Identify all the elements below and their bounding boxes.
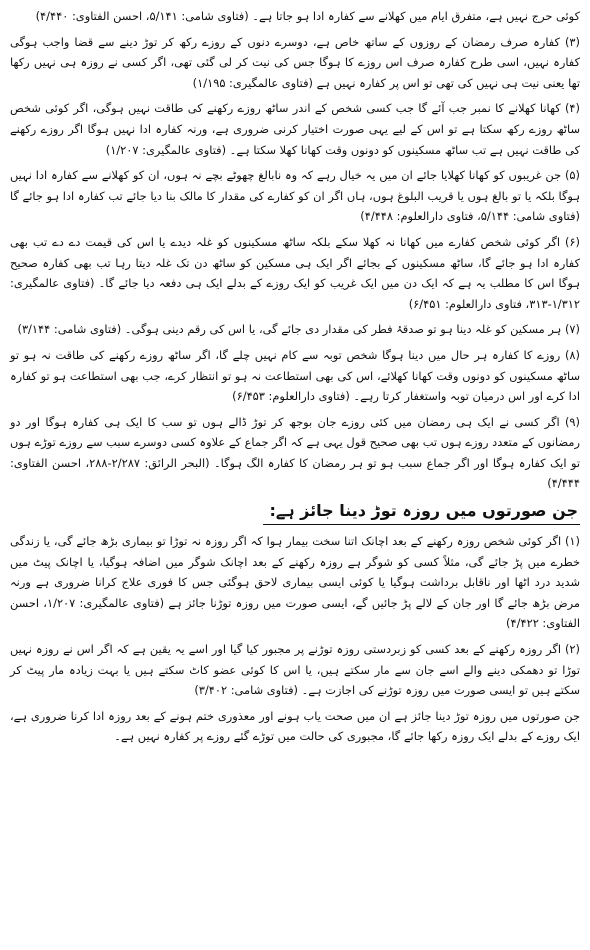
paragraph-point-3: (۳) کفارہ صرف رمضان کے روزوں کے ساتھ خاص ہے، دوسرے دنوں کے روزے رکھ کر توڑ دینے سے قضا واجب ہوگی کفارہ نہیں، اسی طرح کفارہ صرف اس روزے کا ہوگا جس کی نیت کر لی گئی تھی، اگر کسی نے روزہ ہی نہیں رکھا تھا یعنی نیت ہی نہیں کی تھی تو اس پر کفارہ نہیں ہے (فتاوی عالمگیری: ۱/۱۹۵) [10,34,580,90]
paragraph-point-5: (۵) جن غریبوں کو کھانا کھلایا جائے ان میں یہ خیال رہے کہ وہ نابالغ چھوٹے بچے نہ ہوں، ان کو کھلانے سے کفارہ ادا نہیں ہوگا بلکہ یا تو بالغ ہوں یا قریب البلوغ ہوں، ہاں اگر ان کو کفارے کی مقدار کا مالک بنا دیا جائے تب کفارہ ادا ہو جائے گا (فتاوی شامی: ۵/۱۴۴، فتاوی دارالعلوم: ۴/۴۴۸) [10,168,580,224]
paragraph-point-9: (۹) اگر کسی نے ایک ہی رمضان میں کئی روزے جان بوجھ کر توڑ ڈالے ہوں تو سب کا ایک ہی کفارہ ہوگا اور دو رمضانوں کے متعدد روزے ہوں تب بھی صحیح قول یہی ہے کہ اگر جماع کے علاوہ کسی دوسرے سبب سے روزے توڑے ہوں تو ایک کفارہ ہوگا اور اگر جماع سبب ہو تو ہر رمضان کا کفارہ الگ ہوگا۔ (البحر الرائق: ۲/۲۸۷-۲۸۸، احسن الفتاوی: ۴/۴۴۴) [10,414,581,491]
paragraph-point-7: (۷) ہر مسکین کو غلہ دینا ہو تو صدقۂ فطر کی مقدار دی جائے گی، یا اس کی رقم دینی ہوگی۔ (فتاوی شامی: ۳/۱۴۴) [17,322,580,337]
paragraph-case-2: (۲) اگر روزہ رکھنے کے بعد کسی کو زبردستی روزہ توڑنے پر مجبور کیا گیا اور اسے یہ یقین ہے کہ اگر اس نے روزہ نہیں توڑا تو دھمکی دینے والے اسے جان سے مار سکتے ہیں، یا اس کا کوئی عضو کاٹ سکتے ہیں یا بہت زیادہ مار پیٹ کر سکتے ہیں تو ایسی صورت میں روزہ توڑنے کی اجازت ہے۔ (فتاوی شامی: ۳/۴۰۲) [10,642,580,698]
paragraph-conclusion: جن صورتوں میں روزہ توڑ دینا جائز ہے ان میں صحت یاب ہونے اور معذوری ختم ہونے کے بعد روزہ ادا کرنا ضروری ہے، ایک روزے کے بدلے ایک روزہ رکھا جائے گا، مجبوری کی حالت میں توڑے گئے روزے پر کفارہ نہیں ہے۔ [10,708,580,744]
section-heading-wrap [10,499,580,525]
paragraph-continuation: کوئی حرج نہیں ہے، متفرق ایام میں کھلانے سے کفارہ ادا ہو جاتا ہے۔ (فتاوی شامی: ۵/۱۴۱، احسن الفتاوی: ۴/۴۴۰) [35,9,580,23]
paragraph-point-6: (۶) اگر کوئی شخص کفارے میں کھانا نہ کھلا سکے بلکہ ساٹھ مسکینوں کو غلہ دیدے یا اس کی قیمت دے دے تب بھی کفارہ ادا ہو جائے گا، ساٹھ مسکینوں کے بجائے اگر ایک ہی مسکین کو ساٹھ دن تک غلہ دیتا رہا تب بھی کفارہ صحیح ہوگا اس کا مطلب یہ ہے کہ ایک دن میں ایک غریب کو ایک روزے کے بدلے ایک ہی دفعہ دیا جائے گا۔ (فتاوی عالمگیری: ۱/۳۱۲-۳۱۳، فتاوی دارالعلوم: ۶/۴۵۱) [10,234,580,311]
section-heading: جن صورتوں میں روزہ توڑ دینا جائز ہے: [263,499,580,525]
paragraph-point-8: (۸) روزے کا کفارہ ہر حال میں دینا ہوگا شخص توبہ سے کام نہیں چلے گا، اگر ساٹھ روزے رکھنے کی طاقت نہ ہو تو ساٹھ مسکینوں کو دونوں وقت کھانا کھلائے، اس کی بھی استطاعت نہ ہو تو انتظار کرے، جب بھی استطاعت ہو تو کفارہ ادا کرے اور اس درمیان توبہ واستغفار کرتا رہے۔ (فتاوی دارالعلوم: ۶/۴۵۳) [10,347,580,404]
paragraph-point-4: (۴) کھانا کھلانے کا نمبر جب آئے گا جب کسی شخص کے اندر ساٹھ روزے رکھنے کی طاقت نہیں ہوگی، اگر کوئی شخص ساٹھ روزے رکھ سکتا ہے تو اس کے لیے یہی صورت اختیار کرنی ضروری ہے، ورنہ کفارہ ادا نہیں ہوگا اگر روزے رکھنے کی طاقت نہیں ہے تب ساٹھ مسکینوں کو دونوں وقت کھانا کھلا سکتا ہے۔ (فتاوی عالمگیری: ۱/۲۰۷) [10,101,580,157]
paragraph-case-1: (۱) اگر کوئی شخص روزہ رکھنے کے بعد اچانک اتنا سخت بیمار ہوا کہ اگر روزہ نہ توڑا تو بیماری بڑھ جائے گی، یا زندگی خطرے میں پڑ جائے گی، مثلاً کسی کو شوگر ہے روزہ رکھنے کے بعد اچانک شوگر میں اضافہ ہوگیا، یا اچانک پیٹ میں شدید درد اٹھا اور ناقابل برداشت ہوگیا یا کوئی ایسی بیماری لاحق ہوگئی جس کا فوری علاج کرانا ضروری ہے ورنہ مرض بڑھ جائے گا اور جان کے لالے پڑ جائیں گے، ایسی صورت میں روزہ توڑنا جائز ہے (فتاوی عالمگیری: ۱/۲۰۷، احسن الفتاوی: ۴/۴۲۲) [10,534,581,631]
